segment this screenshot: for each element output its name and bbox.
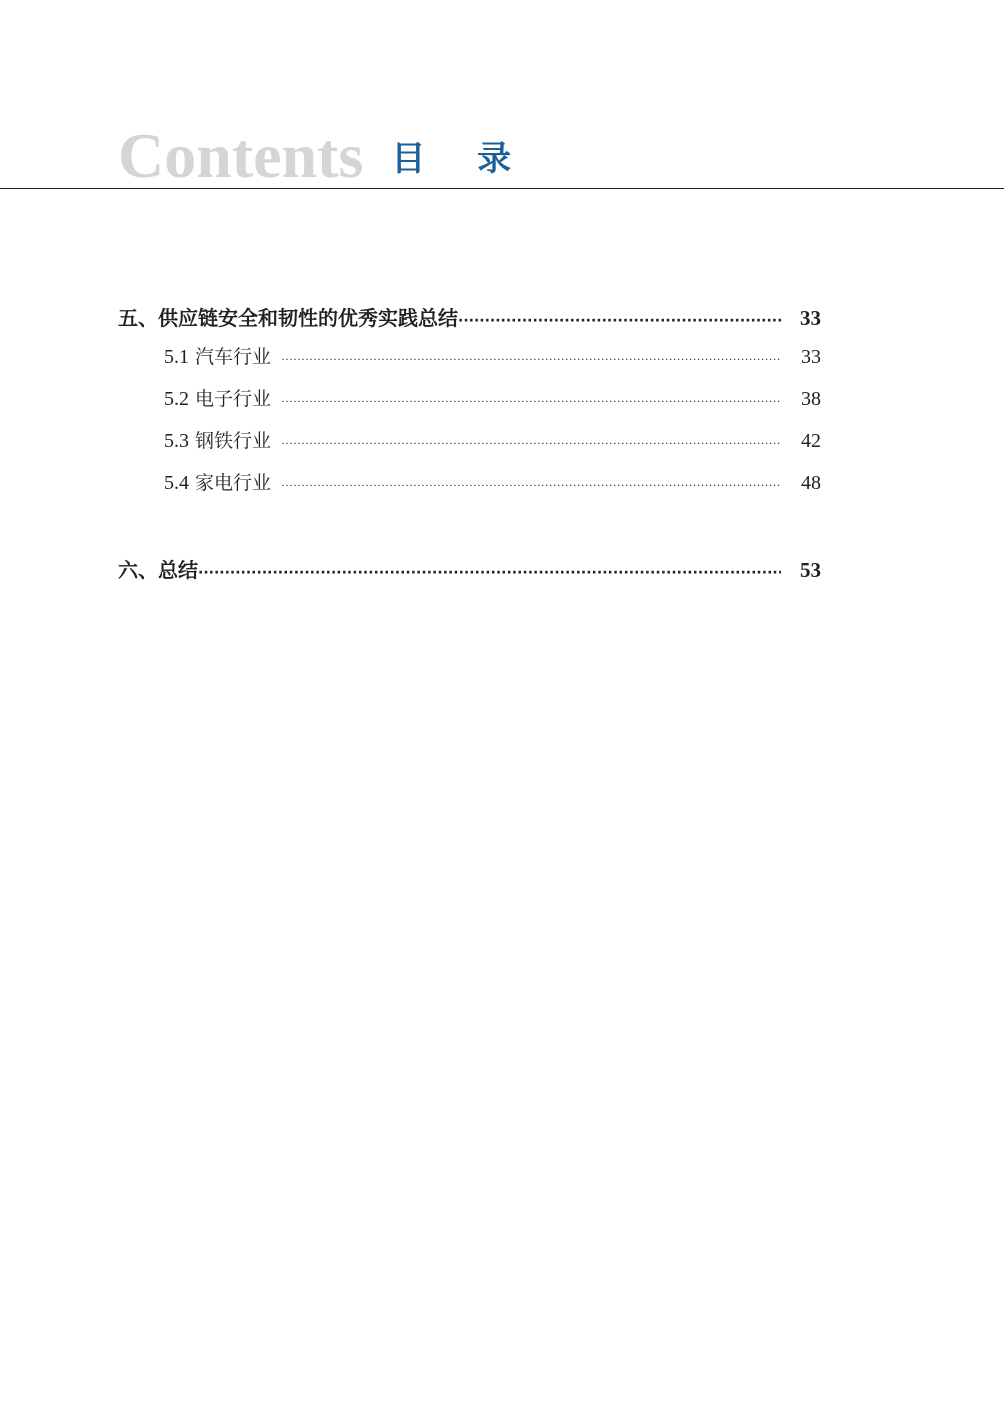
dot-leader [281, 464, 781, 506]
toc-entry-title: 电子行业 [195, 388, 272, 410]
toc-entry-section-5[interactable] [118, 300, 821, 336]
contents-header [118, 120, 532, 191]
toc-entry-5-2[interactable] [118, 378, 821, 420]
toc-entry-title: 汽车行业 [195, 346, 272, 368]
toc-entry-title: 钢铁行业 [195, 430, 272, 452]
toc-entry-page: 42 [801, 430, 821, 452]
toc-entry-page: 48 [801, 472, 821, 494]
toc-entry-5-3[interactable] [118, 420, 821, 462]
toc-entry-5-4[interactable] [118, 462, 821, 504]
toc-entry-title: 五、供应链安全和韧性的优秀实践总结 [118, 306, 458, 330]
toc-entry-title: 家电行业 [195, 472, 272, 494]
toc-entry-number: 5.2 [164, 388, 189, 410]
toc-entry-number: 5.3 [164, 430, 189, 452]
header-divider [0, 188, 1004, 189]
table-of-contents [118, 300, 821, 588]
toc-entry-5-1[interactable] [118, 336, 821, 378]
toc-entry-title: 六、总结 [118, 558, 198, 582]
dot-leader [281, 422, 781, 464]
dot-leader [281, 338, 781, 380]
toc-entry-page: 38 [801, 388, 821, 410]
contents-title-cn: 目 录 [391, 139, 532, 179]
dot-leader [198, 555, 781, 591]
toc-entry-number: 5.1 [164, 346, 189, 368]
contents-title-en: Contents [118, 120, 364, 191]
toc-entry-page: 53 [800, 558, 821, 582]
dot-leader [458, 303, 781, 339]
dot-leader [281, 380, 781, 422]
toc-entry-page: 33 [800, 306, 821, 330]
toc-entry-page: 33 [801, 346, 821, 368]
toc-entry-section-6[interactable] [118, 552, 821, 588]
toc-entry-number: 5.4 [164, 472, 189, 494]
